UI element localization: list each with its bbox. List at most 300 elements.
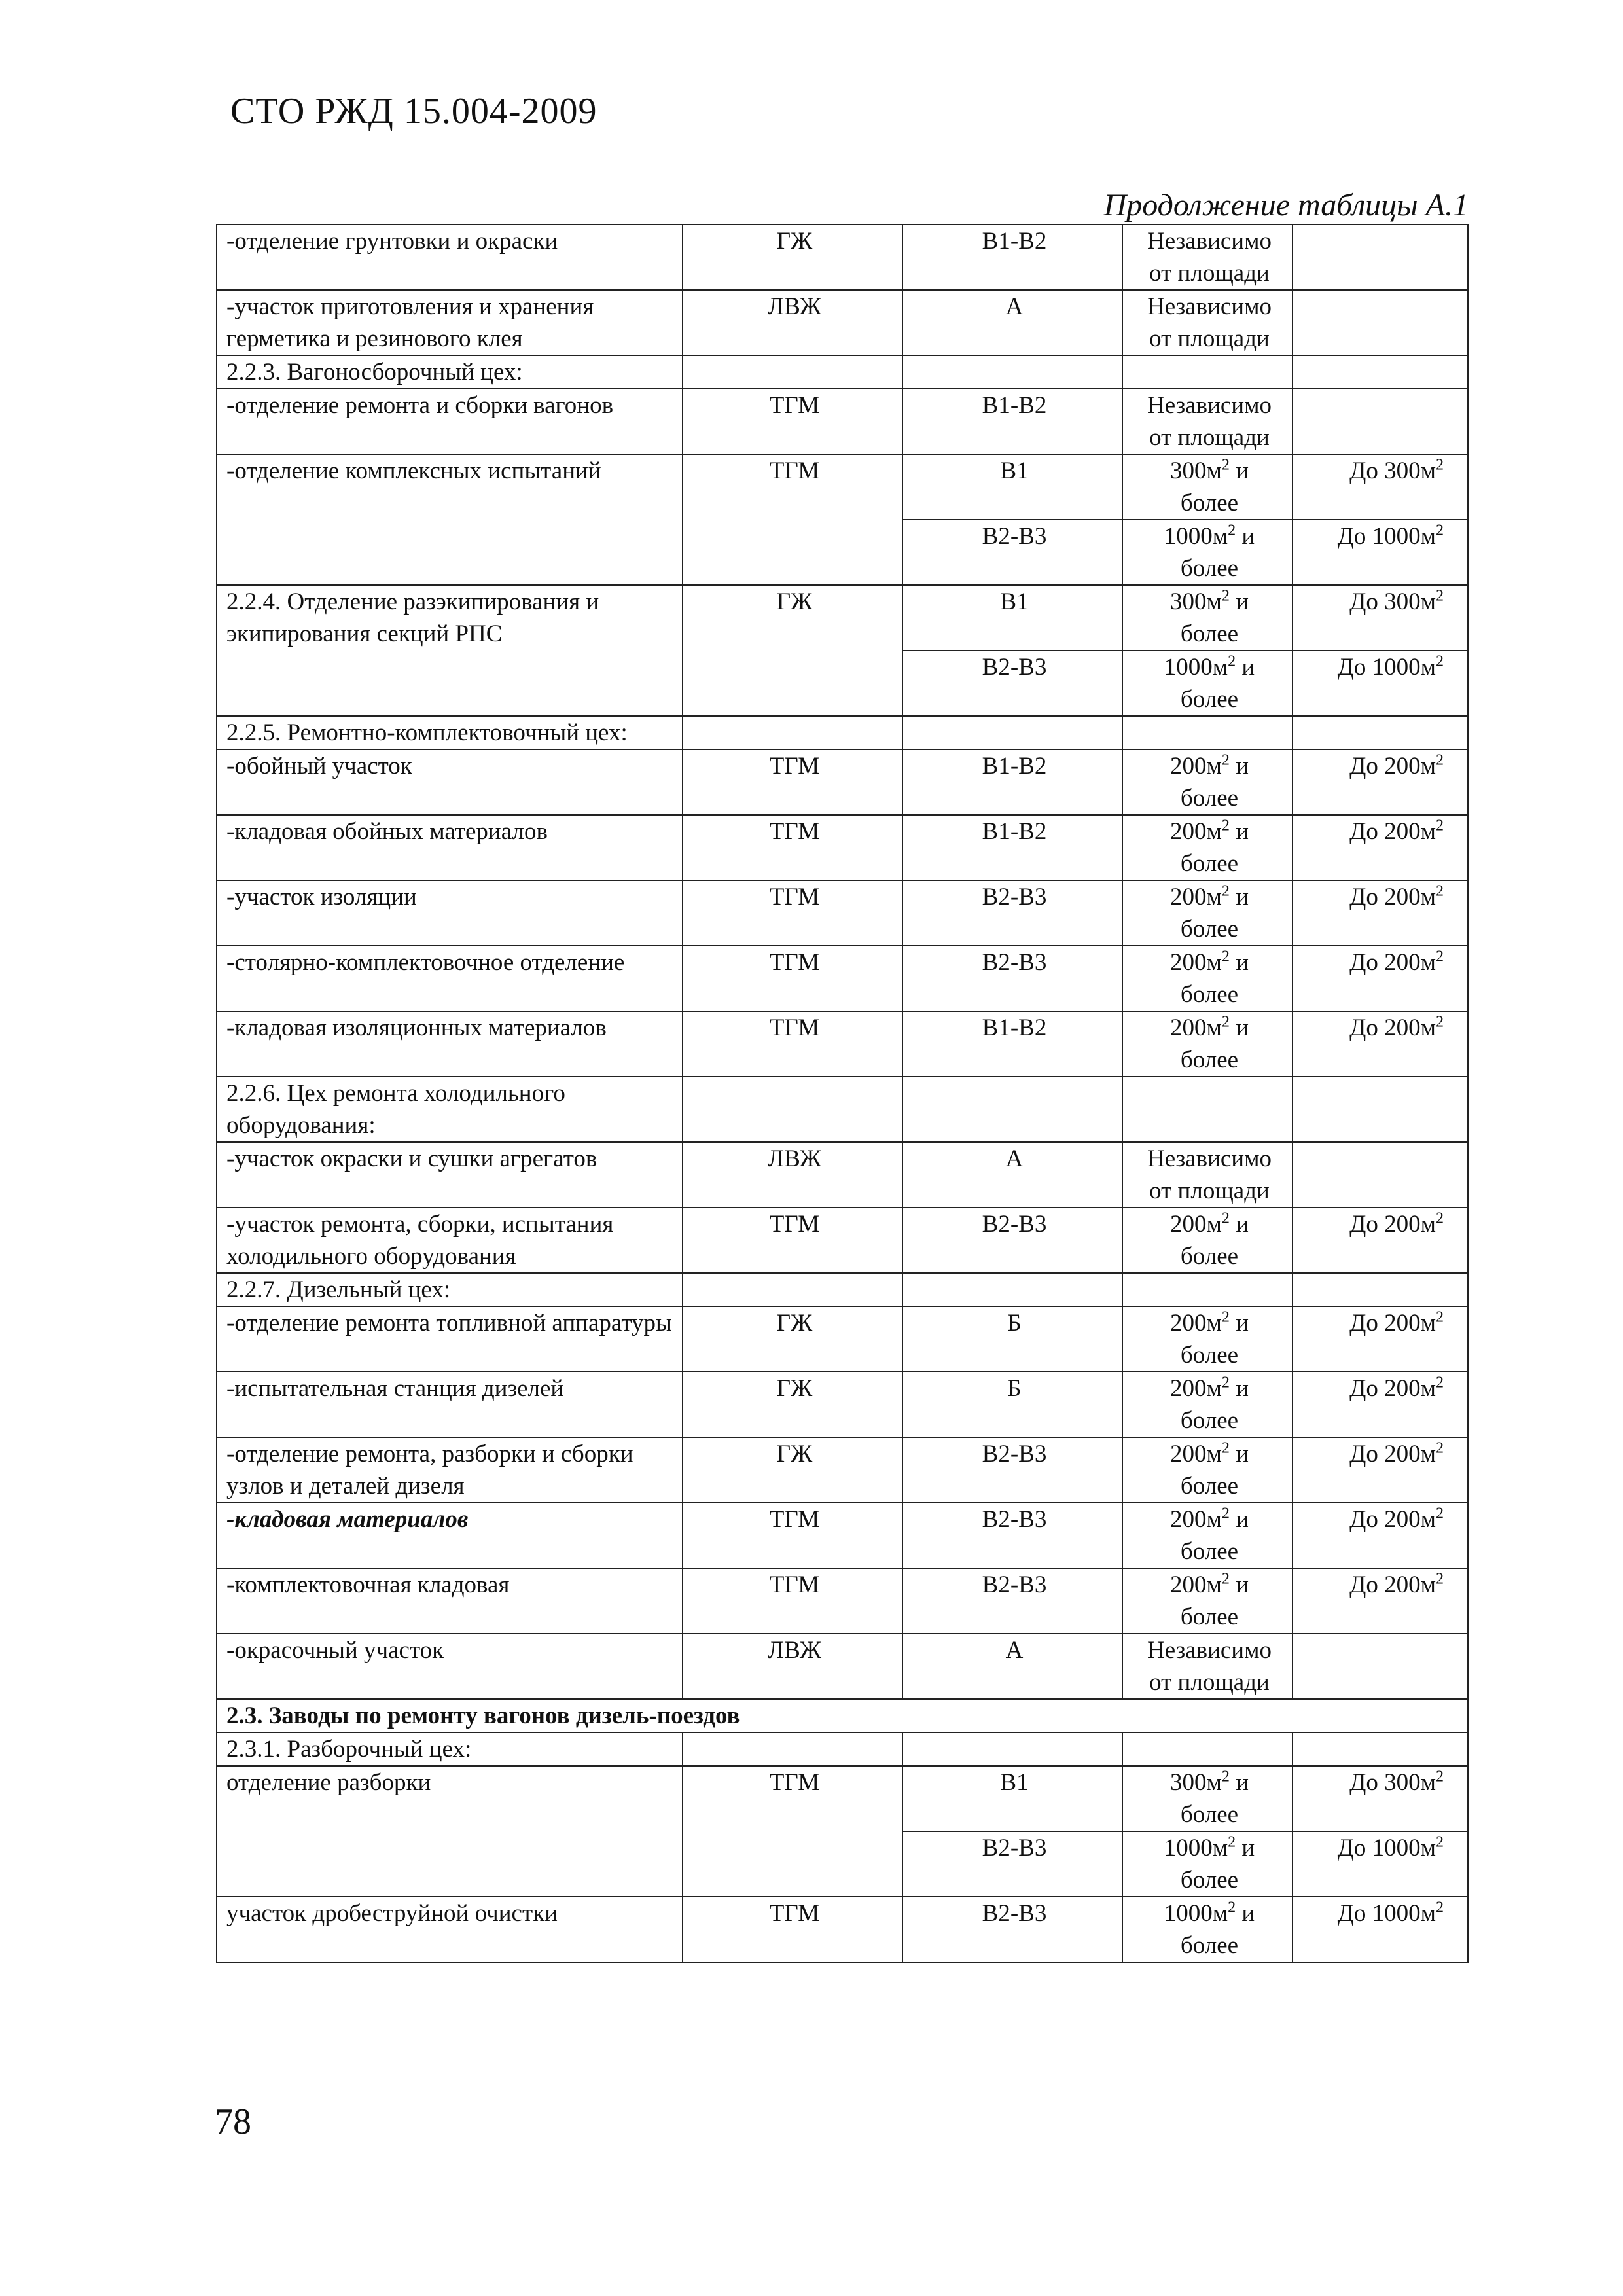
substance-group: ТГМ [683,815,902,880]
area-value-line [1132,520,1287,552]
area-value: 200м [1170,1571,1222,1598]
limit-value: До 200м [1349,1506,1436,1533]
substance-group: ЛВЖ [683,1142,902,1208]
room-name: -кладовая изоляционных материалов [217,1011,683,1077]
square-superscript: 2 [1436,751,1444,769]
area-more: более [1180,850,1239,877]
empty-cell [1293,1732,1468,1766]
area-cell [1122,815,1293,880]
empty-cell [683,1732,902,1766]
limit-cell [1293,749,1468,815]
area-cell [1122,224,1293,290]
area-value: 300м [1170,588,1222,615]
room-name: -отделение грунтовки и окраски [217,224,683,290]
hazard-category: В2-В3 [902,1437,1122,1503]
square-superscript: 2 [1436,653,1444,670]
square-superscript: 2 [1436,587,1444,605]
area-conjunction: и [1236,884,1249,910]
table-row [217,1897,1468,1962]
hazard-category: В1 [902,585,1122,651]
area-value: 200м [1170,1506,1222,1533]
hazard-category: В2-В3 [902,1897,1122,1962]
substance-group: ЛВЖ [683,1634,902,1699]
limit-cell [1293,1568,1468,1634]
square-superscript: 2 [1221,1768,1230,1785]
square-superscript: 2 [1436,456,1444,474]
limit-cell [1293,880,1468,946]
area-conjunction: и [1236,949,1249,976]
area-value: 200м [1170,884,1222,910]
hazard-category: В2-В3 [902,520,1122,585]
room-name: -участок изоляции [217,880,683,946]
area-value: 1000м [1164,523,1228,550]
area-conjunction: и [1236,1310,1249,1336]
subsection-title: 2.3.1. Разборочный цех: [217,1732,683,1766]
empty-cell [1122,1732,1293,1766]
square-superscript: 2 [1436,522,1444,539]
hazard-category: В2-В3 [902,1568,1122,1634]
area-line: Независимо [1147,1145,1272,1172]
square-superscript: 2 [1221,456,1230,474]
room-name: -кладовая материалов [217,1503,683,1568]
area-line: от площади [1149,424,1270,451]
area-line: от площади [1149,325,1270,352]
square-superscript: 2 [1221,948,1230,965]
area-conjunction: и [1241,523,1255,550]
hazard-category: А [902,1634,1122,1699]
substance-group: ТГМ [683,1766,902,1897]
area-more: более [1180,1932,1239,1959]
room-name: -отделение ремонта топливной аппаратуры [217,1306,683,1372]
table-heading-row [217,1077,1468,1142]
empty-cell [902,1732,1122,1766]
empty-cell [902,1273,1122,1306]
substance-group: ТГМ [683,1568,902,1634]
area-line: от площади [1149,260,1270,287]
square-superscript: 2 [1436,1768,1444,1785]
table-row [217,1306,1468,1372]
square-superscript: 2 [1221,882,1230,900]
subsection-title: 2.2.6. Цех ремонта холодильного оборудования: [217,1077,683,1142]
table-row [217,815,1468,880]
area-more: более [1180,1473,1239,1499]
limit-value: До 200м [1349,1014,1436,1041]
area-more: более [1180,1867,1239,1893]
area-value: 200м [1170,818,1222,845]
room-name: 2.2.4. Отделение разэкипирования и экипирования секций РПС [217,585,683,716]
square-superscript: 2 [1228,1833,1236,1851]
area-value-line [1132,1832,1287,1864]
hazard-category: В1 [902,1766,1122,1831]
empty-cell [1293,1077,1468,1142]
document-header: СТО РЖД 15.004-2009 [230,91,597,132]
table-heading-row [217,355,1468,389]
hazard-category: В2-В3 [902,1503,1122,1568]
room-name: отделение разборки [217,1766,683,1897]
area-cell [1122,1437,1293,1503]
square-superscript: 2 [1436,1013,1444,1031]
empty-cell [683,355,902,389]
area-value-line [1132,816,1287,848]
area-conjunction: и [1236,818,1249,845]
area-more: более [1180,490,1239,516]
area-value-line [1132,651,1287,683]
area-more: более [1180,1801,1239,1828]
area-more: более [1180,981,1239,1008]
table-row [217,224,1468,290]
square-superscript: 2 [1221,1374,1230,1391]
table-row [217,1568,1468,1634]
area-value-line [1132,1012,1287,1044]
empty-cell [902,1077,1122,1142]
square-superscript: 2 [1436,1833,1444,1851]
table-row [217,1766,1468,1831]
area-more: более [1180,1342,1239,1369]
substance-group: ТГМ [683,946,902,1011]
area-value-line [1132,1438,1287,1470]
area-value: 200м [1170,1310,1222,1336]
area-cell [1122,1372,1293,1437]
area-line: Независимо [1147,1637,1272,1664]
area-conjunction: и [1236,457,1249,484]
table-heading-row [217,1732,1468,1766]
empty-cell [1293,716,1468,749]
area-cell [1122,1306,1293,1372]
limit-value: До 1000м [1337,1900,1436,1927]
area-more: более [1180,555,1239,582]
square-superscript: 2 [1221,1013,1230,1031]
table-heading-row [217,716,1468,749]
limit-value: До 200м [1349,1211,1436,1238]
limit-value: До 200м [1349,1375,1436,1402]
area-cell [1122,1503,1293,1568]
empty-cell [902,716,1122,749]
room-name: -отделение ремонта, разборки и сборки узлов и деталей дизеля [217,1437,683,1503]
square-superscript: 2 [1221,1570,1230,1588]
area-value-line [1132,750,1287,782]
hazard-category: В1 [902,454,1122,520]
room-name: -обойный участок [217,749,683,815]
square-superscript: 2 [1221,751,1230,769]
table-row [217,585,1468,651]
empty-cell [683,1273,902,1306]
square-superscript: 2 [1221,587,1230,605]
fire-category-table [216,224,1469,1963]
empty-cell [902,355,1122,389]
area-value: 1000м [1164,1835,1228,1861]
limit-cell [1293,815,1468,880]
limit-cell [1293,1831,1468,1897]
area-value-line [1132,1307,1287,1339]
area-conjunction: и [1236,1211,1249,1238]
area-cell [1122,1568,1293,1634]
square-superscript: 2 [1228,653,1236,670]
page-number: 78 [215,2102,251,2142]
substance-group: ТГМ [683,454,902,585]
table-row [217,389,1468,454]
area-conjunction: и [1236,1571,1249,1598]
limit-value: До 200м [1349,1571,1436,1598]
room-name: участок дробеструйной очистки [217,1897,683,1962]
area-cell [1122,1208,1293,1273]
empty-cell [1122,1077,1293,1142]
limit-value: До 200м [1349,1310,1436,1336]
hazard-category: В2-В3 [902,1208,1122,1273]
substance-group: ЛВЖ [683,290,902,355]
limit-cell [1293,651,1468,716]
area-cell [1122,946,1293,1011]
hazard-category: В1-В2 [902,1011,1122,1077]
square-superscript: 2 [1221,1505,1230,1522]
area-more: более [1180,686,1239,713]
limit-cell [1293,1142,1468,1208]
table-row [217,946,1468,1011]
table-row [217,1142,1468,1208]
limit-cell [1293,1897,1468,1962]
area-cell [1122,1766,1293,1831]
room-name: -участок окраски и сушки агрегатов [217,1142,683,1208]
square-superscript: 2 [1436,1505,1444,1522]
substance-group: ГЖ [683,1306,902,1372]
area-line: от площади [1149,1177,1270,1204]
table-row [217,1503,1468,1568]
room-name: -окрасочный участок [217,1634,683,1699]
square-superscript: 2 [1436,817,1444,834]
area-conjunction: и [1236,1014,1249,1041]
area-conjunction: и [1241,654,1255,681]
area-value: 200м [1170,1014,1222,1041]
area-cell [1122,880,1293,946]
area-more: более [1180,916,1239,942]
substance-group: ТГМ [683,1897,902,1962]
area-value: 200м [1170,949,1222,976]
area-line: Независимо [1147,392,1272,419]
limit-value: До 1000м [1337,523,1436,550]
table-row [217,454,1468,520]
area-value: 200м [1170,1441,1222,1467]
table-body [217,224,1468,1962]
hazard-category: В2-В3 [902,946,1122,1011]
area-conjunction: и [1236,1441,1249,1467]
area-value: 200м [1170,1375,1222,1402]
empty-cell [1293,1273,1468,1306]
hazard-category: В1-В2 [902,749,1122,815]
limit-cell [1293,1766,1468,1831]
area-value: 200м [1170,1211,1222,1238]
area-cell [1122,520,1293,585]
area-value-line [1132,1372,1287,1405]
area-cell [1122,1634,1293,1699]
limit-cell [1293,454,1468,520]
square-superscript: 2 [1221,1308,1230,1326]
hazard-category: Б [902,1306,1122,1372]
substance-group: ГЖ [683,585,902,716]
square-superscript: 2 [1436,1210,1444,1227]
area-value-line [1132,1208,1287,1240]
hazard-category: В1-В2 [902,224,1122,290]
square-superscript: 2 [1436,948,1444,965]
area-value-line [1132,455,1287,487]
area-cell [1122,290,1293,355]
limit-cell [1293,520,1468,585]
room-name: -комплектовочная кладовая [217,1568,683,1634]
table-row [217,1011,1468,1077]
area-cell [1122,1831,1293,1897]
limit-value: До 200м [1349,884,1436,910]
substance-group: ГЖ [683,1437,902,1503]
square-superscript: 2 [1436,1899,1444,1916]
substance-group: ТГМ [683,749,902,815]
limit-cell [1293,585,1468,651]
substance-group: ГЖ [683,1372,902,1437]
limit-value: До 300м [1349,588,1436,615]
substance-group: ТГМ [683,1208,902,1273]
square-superscript: 2 [1436,882,1444,900]
limit-cell [1293,224,1468,290]
area-conjunction: и [1241,1900,1255,1927]
subsection-title: 2.2.7. Дизельный цех: [217,1273,683,1306]
area-cell [1122,1142,1293,1208]
square-superscript: 2 [1436,1570,1444,1588]
empty-cell [1122,355,1293,389]
limit-cell [1293,1437,1468,1503]
limit-value: До 300м [1349,457,1436,484]
area-line: Независимо [1147,293,1272,320]
room-name: -отделение ремонта и сборки вагонов [217,389,683,454]
room-name: -испытательная станция дизелей [217,1372,683,1437]
area-cell [1122,651,1293,716]
hazard-category: В2-В3 [902,880,1122,946]
hazard-category: А [902,290,1122,355]
area-cell [1122,1897,1293,1962]
square-superscript: 2 [1436,1439,1444,1457]
area-value: 200м [1170,753,1222,780]
limit-cell [1293,1306,1468,1372]
table-heading-row [217,1273,1468,1306]
area-cell [1122,1011,1293,1077]
limit-value: До 1000м [1337,1835,1436,1861]
area-value-line [1132,946,1287,978]
area-cell [1122,454,1293,520]
substance-group: ГЖ [683,224,902,290]
room-name: -кладовая обойных материалов [217,815,683,880]
square-superscript: 2 [1221,817,1230,834]
area-value: 1000м [1164,654,1228,681]
table-row [217,1437,1468,1503]
subsection-title: 2.2.3. Вагоносборочный цех: [217,355,683,389]
area-conjunction: и [1236,1769,1249,1796]
square-superscript: 2 [1221,1210,1230,1227]
area-conjunction: и [1236,753,1249,780]
square-superscript: 2 [1228,1899,1236,1916]
table-row [217,1634,1468,1699]
subsection-title: 2.2.5. Ремонтно-комплектовочный цех: [217,716,683,749]
hazard-category: Б [902,1372,1122,1437]
table-row [217,1208,1468,1273]
limit-value: До 200м [1349,753,1436,780]
table-section-row [217,1699,1468,1732]
table-row [217,1372,1468,1437]
limit-value: До 1000м [1337,654,1436,681]
area-conjunction: и [1236,1506,1249,1533]
square-superscript: 2 [1436,1308,1444,1326]
area-more: более [1180,1243,1239,1270]
substance-group: ТГМ [683,880,902,946]
table-row [217,290,1468,355]
limit-value: До 300м [1349,1769,1436,1796]
table-caption: Продолжение таблицы А.1 [1103,188,1469,223]
area-conjunction: и [1236,1375,1249,1402]
area-more: более [1180,1047,1239,1073]
area-cell [1122,749,1293,815]
table-row [217,880,1468,946]
empty-cell [683,1077,902,1142]
area-more: более [1180,1538,1239,1565]
hazard-category: В2-В3 [902,651,1122,716]
area-more: более [1180,1604,1239,1630]
area-value-line [1132,1503,1287,1535]
area-value: 300м [1170,1769,1222,1796]
room-name: -столярно-комплектовочное отделение [217,946,683,1011]
square-superscript: 2 [1436,1374,1444,1391]
substance-group: ТГМ [683,1503,902,1568]
limit-cell [1293,1372,1468,1437]
section-title: 2.3. Заводы по ремонту вагонов дизель-поездов [217,1699,1468,1732]
empty-cell [1122,1273,1293,1306]
area-value-line [1132,1767,1287,1799]
substance-group: ТГМ [683,1011,902,1077]
area-more: более [1180,620,1239,647]
empty-cell [683,716,902,749]
square-superscript: 2 [1228,522,1236,539]
area-value-line [1132,1569,1287,1601]
hazard-category: В1-В2 [902,389,1122,454]
area-value-line [1132,1897,1287,1929]
limit-cell [1293,1011,1468,1077]
limit-cell [1293,1208,1468,1273]
substance-group: ТГМ [683,389,902,454]
limit-value: До 200м [1349,949,1436,976]
limit-cell [1293,946,1468,1011]
area-more: более [1180,1407,1239,1434]
square-superscript: 2 [1221,1439,1230,1457]
limit-cell [1293,1503,1468,1568]
hazard-category: В1-В2 [902,815,1122,880]
area-cell [1122,585,1293,651]
area-more: более [1180,785,1239,812]
area-conjunction: и [1236,588,1249,615]
area-value: 1000м [1164,1900,1228,1927]
room-name: -участок приготовления и хранения герметика и резинового клея [217,290,683,355]
table-row [217,749,1468,815]
limit-value: До 200м [1349,818,1436,845]
limit-value: До 200м [1349,1441,1436,1467]
empty-cell [1122,716,1293,749]
area-line: Независимо [1147,228,1272,255]
hazard-category: А [902,1142,1122,1208]
limit-cell [1293,290,1468,355]
area-value-line [1132,586,1287,618]
room-name: -отделение комплексных испытаний [217,454,683,585]
area-value: 300м [1170,457,1222,484]
hazard-category: В2-В3 [902,1831,1122,1897]
limit-cell [1293,389,1468,454]
area-value-line [1132,881,1287,913]
area-cell [1122,389,1293,454]
room-name: -участок ремонта, сборки, испытания холодильного оборудования [217,1208,683,1273]
area-line: от площади [1149,1669,1270,1696]
empty-cell [1293,355,1468,389]
